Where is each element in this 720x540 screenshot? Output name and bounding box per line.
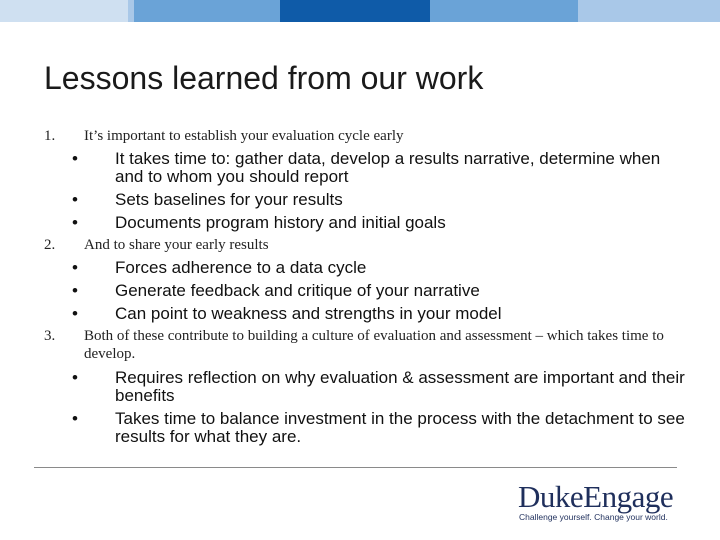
dukeengage-logo bbox=[518, 480, 686, 525]
bullet-icon: • bbox=[72, 213, 78, 232]
bullet-text: Sets baselines for your results bbox=[115, 190, 343, 209]
top-bar-segment bbox=[0, 0, 128, 22]
bullet-icon: • bbox=[72, 149, 78, 168]
bullet-text: Requires reflection on why evaluation & assessment are important and their benefits bbox=[115, 368, 685, 405]
top-bar-segment bbox=[280, 0, 430, 22]
bullet-icon: • bbox=[72, 281, 78, 300]
item-number: 3. bbox=[44, 328, 56, 344]
bullet-icon: • bbox=[72, 368, 78, 387]
item-number: 1. bbox=[44, 128, 56, 144]
top-bar-segment bbox=[134, 0, 280, 22]
slide-title: Lessons learned from our work bbox=[44, 60, 484, 96]
item-text: And to share your early results bbox=[84, 237, 269, 253]
bullet-icon: • bbox=[72, 304, 78, 323]
item-number: 2. bbox=[44, 237, 56, 253]
item-text: Both of these contribute to building a culture of evaluation and assessment – which takes time to develop. bbox=[84, 328, 664, 362]
bullet-text: Forces adherence to a data cycle bbox=[115, 258, 367, 277]
bullet-icon: • bbox=[72, 409, 78, 428]
footer-divider bbox=[34, 467, 677, 468]
top-color-bar bbox=[0, 0, 720, 22]
top-bar-segment bbox=[430, 0, 578, 22]
bullet-icon: • bbox=[72, 190, 78, 209]
top-bar-segment bbox=[578, 0, 720, 22]
bullet-icon: • bbox=[72, 258, 78, 277]
logo-tagline: Challenge yourself. Change your world. bbox=[519, 512, 668, 522]
bullet-text: Documents program history and initial goals bbox=[115, 213, 446, 232]
bullet-text: Can point to weakness and strengths in your model bbox=[115, 304, 502, 323]
bullet-text: It takes time to: gather data, develop a results narrative, determine when and to whom you should report bbox=[115, 149, 661, 186]
bullet-text: Generate feedback and critique of your narrative bbox=[115, 281, 480, 300]
item-text: It’s important to establish your evaluation cycle early bbox=[84, 128, 404, 144]
bullet-text: Takes time to balance investment in the process with the detachment to see results for what they are. bbox=[115, 409, 685, 446]
logo-wordmark: DukeEngage bbox=[518, 479, 674, 514]
